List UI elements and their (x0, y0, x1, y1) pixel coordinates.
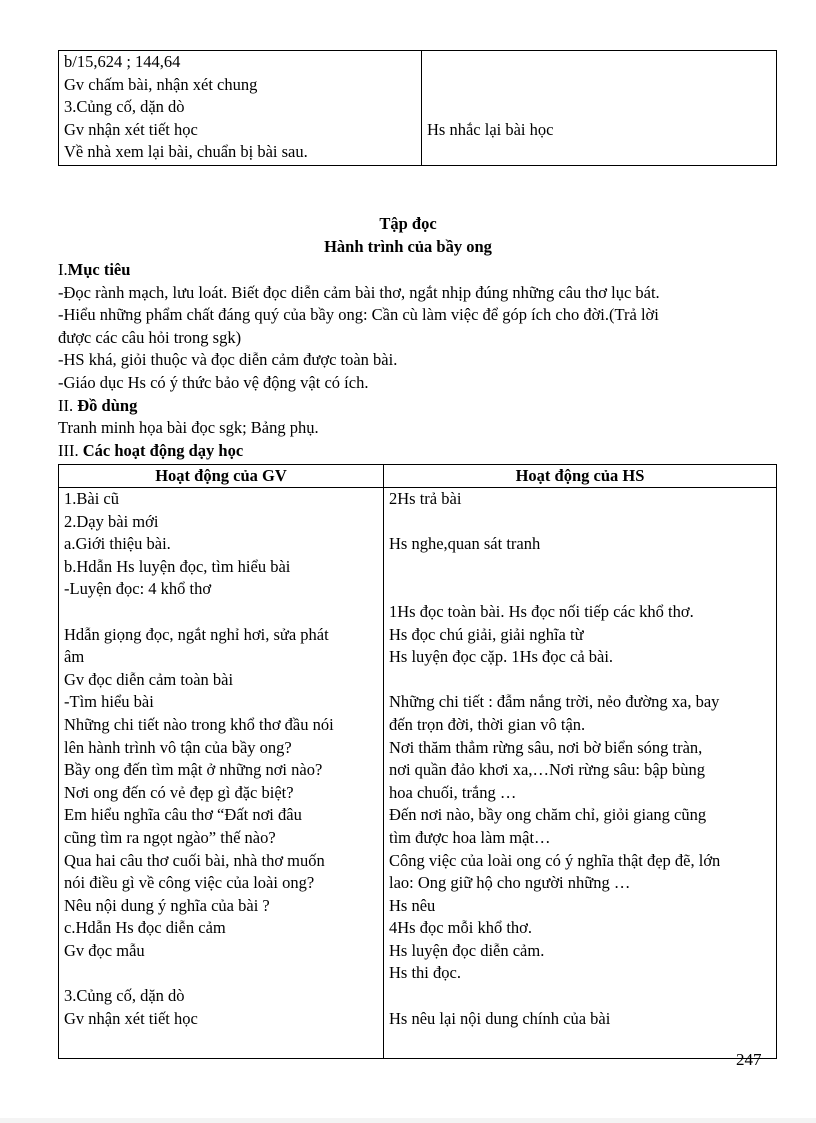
list-item: Nêu nội dung ý nghĩa của bài ? (64, 895, 270, 915)
list-item: Hdẫn giọng đọc, ngắt nghỉ hơi, sửa phát (64, 624, 329, 644)
column-header-teacher: Hoạt động của GV (59, 465, 384, 488)
list-item: Hs nêu (389, 895, 436, 915)
materials-heading: II. Đồ dùng (58, 395, 138, 415)
list-item: -Tìm hiểu bài (64, 692, 154, 712)
list-item: 1Hs đọc toàn bài. Hs đọc nối tiếp các khổ thơ. (389, 601, 694, 621)
list-item: Qua hai câu thơ cuối bài, nhà thơ muốn (64, 850, 325, 870)
list-item: 2Hs trả bài (389, 489, 462, 508)
previous-lesson-table (58, 50, 777, 166)
list-item: Bầy ong đến tìm mật ở những nơi nào? (64, 760, 323, 780)
list-item: Hs nhắc lại bài học (427, 119, 554, 139)
teacher-activity-cell (59, 51, 422, 166)
activities-table (58, 464, 777, 1059)
table-row (59, 51, 777, 166)
list-item: 3.Củng cố, dặn dò (64, 97, 185, 117)
table-row (59, 488, 777, 1059)
list-item (389, 669, 776, 692)
list-item: Hs đọc chú giải, giải nghĩa từ (389, 624, 584, 644)
list-item: nói điều gì về công việc của loài ong? (64, 873, 315, 893)
column-header-student: Hoạt động của HS (384, 465, 777, 488)
list-item (389, 985, 776, 1008)
list-item: hoa chuối, trắng … (389, 782, 517, 802)
list-item: tìm được hoa làm mật… (389, 827, 551, 847)
materials-line: Tranh minh họa bài đọc sgk; Bảng phụ. (58, 418, 319, 438)
list-item: âm (64, 647, 85, 667)
list-item: c.Hdẫn Hs đọc diễn cảm (64, 918, 226, 938)
list-item: Nơi thăm thẳm rừng sâu, nơi bờ biển sóng tràn, (389, 737, 703, 757)
activities-heading: III. Các hoạt động dạy học (58, 440, 244, 460)
lesson-plan-body (58, 259, 778, 462)
page-number: 247 (736, 1050, 762, 1069)
objective-line: -Hiểu những phẩm chất đáng quý của bầy ong: Cần cù làm việc để góp ích cho đời.(Trả lời (58, 305, 659, 325)
student-activities-cell (384, 488, 777, 1059)
list-item: Gv đọc mẫu (64, 940, 145, 960)
list-item (389, 556, 776, 579)
list-item: Đến nơi nào, bầy ong chăm chỉ, giỏi giang cũng (389, 805, 707, 825)
teacher-activities-cell (59, 488, 384, 1059)
list-item: Hs nêu lại nội dung chính của bài (389, 1008, 611, 1028)
list-item: Nơi ong đến có vẻ đẹp gì đặc biệt? (64, 782, 294, 802)
objective-line: -Đọc rành mạch, lưu loát. Biết đọc diễn cảm bài thơ, ngắt nhịp đúng những câu thơ lục bát. (58, 282, 660, 302)
list-item (389, 578, 776, 601)
objective-line: -Giáo dục Hs có ý thức bảo vệ động vật có ích. (58, 372, 369, 392)
list-item: Gv chấm bài, nhận xét chung (64, 74, 258, 94)
student-activity-cell (422, 51, 777, 166)
list-item: Em hiểu nghĩa câu thơ “Đất nơi đâu (64, 805, 302, 825)
list-item: Về nhà xem lại bài, chuẩn bị bài sau. (64, 142, 308, 162)
list-item: 1.Bài cũ (64, 489, 119, 508)
objective-line: được các câu hỏi trong sgk) (58, 327, 242, 347)
list-item: Hs luyện đọc cặp. 1Hs đọc cả bài. (389, 647, 614, 667)
list-item: lên hành trình vô tận của bầy ong? (64, 737, 292, 757)
list-item: a.Giới thiệu bài. (64, 534, 171, 554)
list-item (389, 511, 776, 534)
table-header-row (59, 465, 777, 488)
page-bottom-edge (0, 1118, 816, 1123)
list-item: Công việc của loài ong có ý nghĩa thật đẹp đẽ, lớn (389, 850, 721, 870)
list-item: Hs luyện đọc diễn cảm. (389, 940, 545, 960)
list-item: 3.Củng cố, dặn dò (64, 986, 185, 1006)
list-item: Gv đọc diễn cảm toàn bài (64, 669, 234, 689)
lesson-subject: Tập đọc (379, 214, 437, 233)
list-item: b/15,624 ; 144,64 (64, 52, 181, 71)
list-item: Những chi tiết : đẫm nắng trời, nẻo đường xa, bay (389, 692, 720, 712)
objective-line: -HS khá, giỏi thuộc và đọc diễn cảm được toàn bài. (58, 350, 398, 370)
list-item: Hs nghe,quan sát tranh (389, 534, 541, 554)
list-item: 4Hs đọc mỗi khổ thơ. (389, 918, 533, 938)
list-item: Những chi tiết nào trong khổ thơ đầu nói (64, 714, 334, 734)
list-item: cũng tìm ra ngọt ngào” thế nào? (64, 827, 276, 847)
list-item: 2.Dạy bài mới (64, 511, 159, 531)
list-item: lao: Ong giữ hộ cho người những … (389, 873, 631, 893)
list-item: Hs thi đọc. (389, 963, 461, 983)
list-item: Gv nhận xét tiết học (64, 1008, 198, 1028)
objectives-heading: I.Mục tiêu (58, 260, 131, 279)
list-item (64, 601, 383, 624)
list-item: đến trọn đời, thời gian vô tận. (389, 714, 586, 734)
list-item: nơi quần đảo khơi xa,…Nơi rừng sâu: bập bùng (389, 760, 706, 780)
list-item: b.Hdẫn Hs luyện đọc, tìm hiểu bài (64, 556, 291, 576)
list-item (64, 962, 383, 985)
list-item: -Luyện đọc: 4 khổ thơ (64, 579, 212, 599)
list-item: Gv nhận xét tiết học (64, 119, 198, 139)
lesson-title: Hành trình của bầy ong (324, 237, 492, 256)
